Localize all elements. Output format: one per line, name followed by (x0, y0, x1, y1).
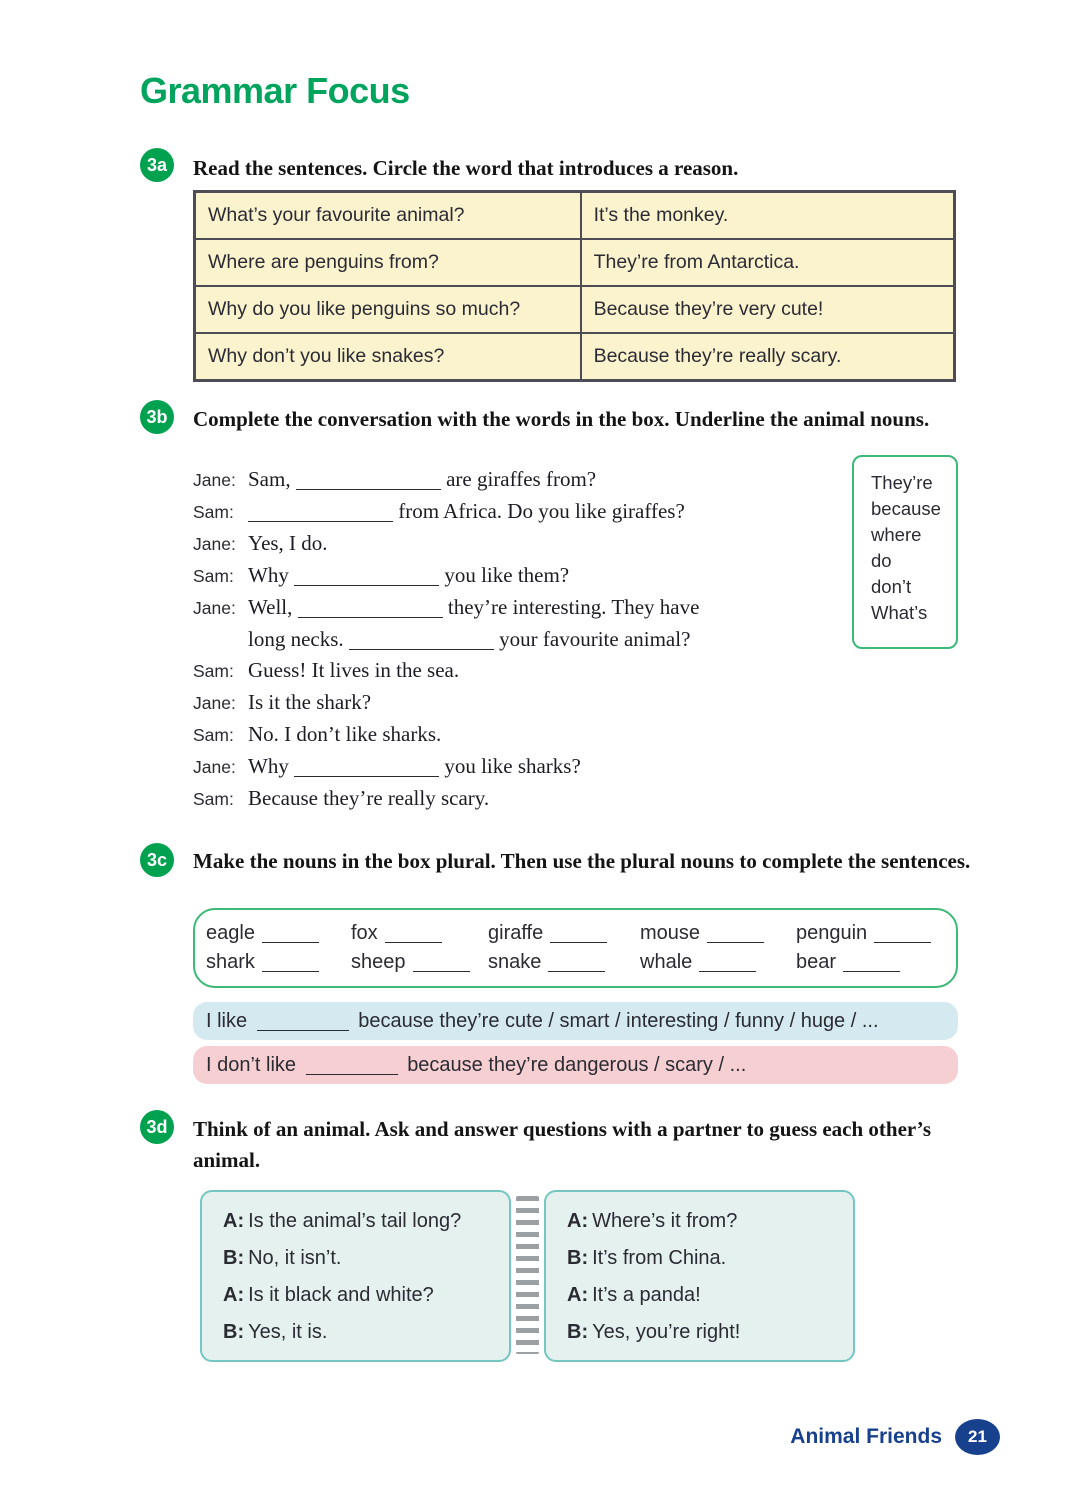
card-line (567, 1314, 853, 1351)
fill-in-blank (296, 469, 441, 490)
page-footer (790, 1419, 1000, 1455)
table-cell-answer: Because they’re really scary. (581, 333, 954, 380)
card-line (223, 1240, 509, 1277)
sentence-tail: because they’re dangerous / scary / ... (407, 1054, 747, 1076)
card-line (223, 1203, 509, 1240)
grammar-table (193, 190, 956, 382)
noun-with-blank (206, 922, 351, 945)
fill-in-blank (257, 1011, 349, 1031)
speaker-label: A: (567, 1210, 589, 1232)
dialogue-text: Guess! It lives in the sea. (248, 658, 460, 682)
conversation-line (193, 751, 833, 783)
card-text: No, it isn’t. (248, 1247, 342, 1269)
conversation-line (193, 528, 833, 560)
fill-in-blank (298, 597, 443, 618)
table-cell-question: What’s your favourite animal? (195, 192, 581, 239)
dialogue-text: Why (248, 563, 289, 587)
unit-title: Animal Friends (790, 1425, 942, 1448)
dialogue-text: from Africa. Do you like giraffes? (398, 499, 685, 523)
table-cell-question: Why do you like penguins so much? (195, 286, 581, 333)
instruction-3d: Think of an animal. Ask and answer questions with a partner to guess each other’s animal. (193, 1117, 932, 1172)
noun-with-blank (640, 951, 796, 974)
fill-in-blank (550, 923, 607, 943)
speaker-label: B: (223, 1247, 245, 1269)
dialogue-text: Well, (248, 595, 293, 619)
table-cell-answer: Because they’re very cute! (581, 286, 954, 333)
speaker-label: Sam: (193, 502, 234, 522)
conversation-line (193, 496, 833, 528)
dialogue-text: long necks. (248, 627, 344, 651)
card-line (567, 1240, 853, 1277)
speaker-label: Jane: (193, 534, 236, 554)
word-box-word: don’t (871, 576, 912, 597)
noun-with-blank (640, 922, 796, 945)
instruction-3b: Complete the conversation with the words in the box. Underline the animal nouns. (193, 407, 930, 431)
noun: whale (640, 951, 693, 973)
sentence-lead: I don’t like (206, 1054, 297, 1076)
speaker-label: Jane: (193, 598, 236, 618)
dialogue-text: Is it the shark? (248, 690, 372, 714)
spiral-dashes (516, 1196, 539, 1354)
card-line (567, 1277, 853, 1314)
speaker-label: B: (567, 1247, 589, 1269)
card-text: It’s a panda! (592, 1284, 701, 1306)
fill-in-blank (843, 952, 900, 972)
card-text: Yes, it is. (248, 1321, 328, 1343)
speaker-label: Jane: (193, 470, 236, 490)
word-box-word: do (871, 550, 892, 571)
noun-with-blank (351, 922, 488, 945)
card-text: Is the animal’s tail long? (248, 1210, 462, 1232)
instruction-3c: Make the nouns in the box plural. Then use the plural nouns to complete the sentences. (193, 849, 971, 873)
table-cell-question: Why don’t you like snakes? (195, 333, 581, 380)
fill-in-blank (874, 923, 931, 943)
speaker-label: B: (223, 1321, 245, 1343)
noun: snake (488, 951, 542, 973)
card-text: Where’s it from? (592, 1210, 738, 1232)
speaker-label: B: (567, 1321, 589, 1343)
conversation (193, 464, 833, 815)
conversation-line (193, 719, 833, 751)
card-line (567, 1203, 853, 1240)
fill-in-blank (262, 952, 319, 972)
word-box-word: What’s (871, 602, 928, 623)
noun: sheep (351, 951, 406, 973)
spiral-binding (511, 1190, 544, 1362)
speaker-label: Sam: (193, 789, 234, 809)
conversation-line (193, 783, 833, 815)
sentence-lead: I like (206, 1010, 248, 1032)
dialog-cards (200, 1190, 855, 1362)
noun: penguin (796, 922, 868, 944)
dialog-card-right (544, 1190, 855, 1362)
card-text: It’s from China. (592, 1247, 727, 1269)
fill-in-blank (306, 1055, 398, 1075)
card-line (223, 1314, 509, 1351)
conversation-line (193, 655, 833, 687)
noun-with-blank (206, 951, 351, 974)
word-box-word: because (871, 498, 941, 519)
dialogue-text: Sam, (248, 467, 291, 491)
noun: fox (351, 922, 378, 944)
speaker-label: Sam: (193, 725, 234, 745)
dialog-card-left (200, 1190, 511, 1362)
conversation-line (193, 592, 833, 624)
speaker-label: A: (223, 1284, 245, 1306)
speaker-label: A: (223, 1210, 245, 1232)
page-number-badge: 21 (955, 1419, 1000, 1455)
fill-in-blank (413, 952, 470, 972)
fill-in-blank (349, 629, 494, 650)
dialogue-text: are giraffes from? (446, 467, 597, 491)
fill-in-blank (248, 501, 393, 522)
table-cell-question: Where are penguins from? (195, 239, 581, 286)
noun: mouse (640, 922, 701, 944)
word-box (852, 455, 958, 649)
table-cell-answer: It’s the monkey. (581, 192, 954, 239)
dialogue-text: Because they’re really scary. (248, 786, 490, 810)
speaker-label: Jane: (193, 757, 236, 777)
noun: bear (796, 951, 837, 973)
plural-noun-box (193, 908, 958, 988)
noun-with-blank (351, 951, 488, 974)
conversation-line (193, 464, 833, 496)
fill-in-blank (294, 565, 439, 586)
fill-in-blank (385, 923, 442, 943)
speaker-label: Sam: (193, 566, 234, 586)
noun: giraffe (488, 922, 544, 944)
exercise-badge-3c: 3c (140, 843, 174, 877)
like-sentence-strip (193, 1002, 958, 1040)
exercise-badge-3b: 3b (140, 400, 174, 434)
dialogue-text: Yes, I do. (248, 531, 328, 555)
exercise-badge-3a: 3a (140, 148, 174, 182)
noun-with-blank (796, 951, 956, 974)
speaker-label: Sam: (193, 661, 234, 681)
dislike-sentence-strip (193, 1046, 958, 1084)
page-title: Grammar Focus (140, 70, 410, 111)
exercise-badge-3d: 3d (140, 1110, 174, 1144)
fill-in-blank (699, 952, 756, 972)
noun: shark (206, 951, 255, 973)
noun-with-blank (796, 922, 956, 945)
noun: eagle (206, 922, 255, 944)
speaker-label: Jane: (193, 693, 236, 713)
dialogue-text: you like them? (444, 563, 570, 587)
dialogue-text: your favourite animal? (499, 627, 691, 651)
instruction-3a: Read the sentences. Circle the word that introduces a reason. (193, 156, 739, 180)
dialogue-text: Why (248, 754, 289, 778)
fill-in-blank (262, 923, 319, 943)
fill-in-blank (294, 756, 439, 777)
conversation-line (193, 560, 833, 592)
sentence-tail: because they’re cute / smart / interesting / funny / huge / ... (358, 1010, 879, 1032)
dialogue-text: you like sharks? (444, 754, 581, 778)
speaker-label: A: (567, 1284, 589, 1306)
conversation-line (193, 687, 833, 719)
table-cell-answer: They’re from Antarctica. (581, 239, 954, 286)
card-line (223, 1277, 509, 1314)
conversation-line (193, 624, 833, 655)
fill-in-blank (707, 923, 764, 943)
word-box-word: where (871, 524, 922, 545)
noun-with-blank (488, 951, 640, 974)
card-text: Is it black and white? (248, 1284, 434, 1306)
card-text: Yes, you’re right! (592, 1321, 741, 1343)
dialogue-text: No. I don’t like sharks. (248, 722, 442, 746)
dialogue-text: they’re interesting. They have (447, 595, 700, 619)
noun-with-blank (488, 922, 640, 945)
word-box-word: They’re (871, 472, 933, 493)
fill-in-blank (548, 952, 605, 972)
